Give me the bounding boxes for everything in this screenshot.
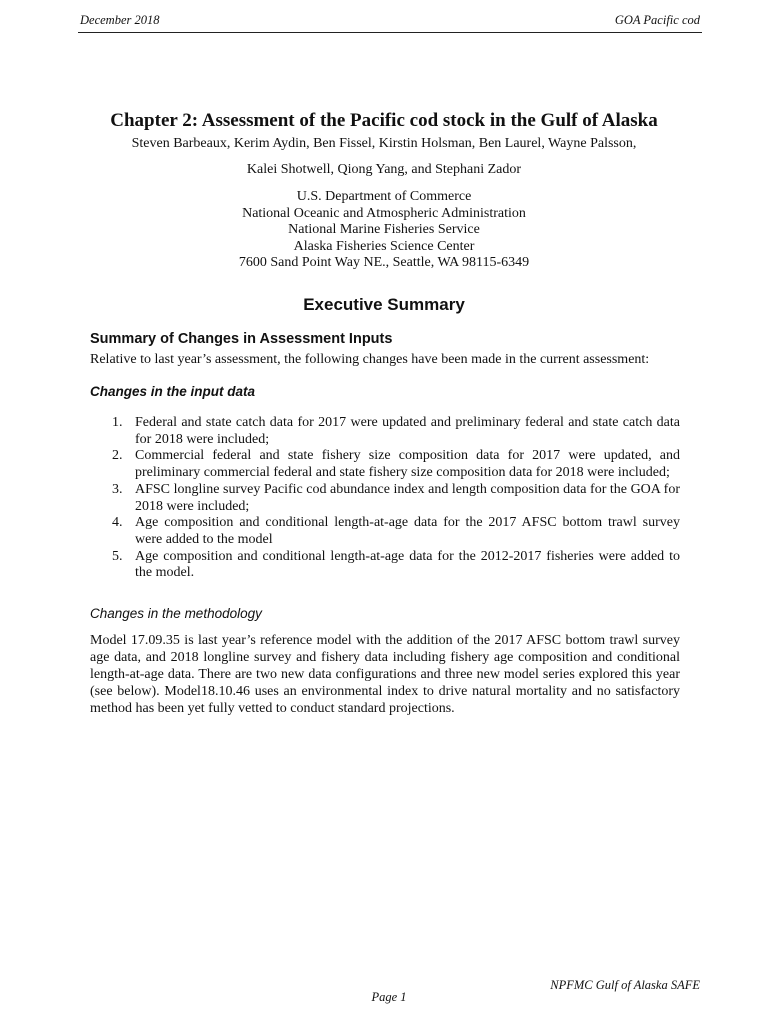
list-item-number: 1. — [112, 415, 123, 430]
footer-publication: NPFMC Gulf of Alaska SAFE — [550, 978, 700, 992]
affiliation-line: Alaska Fisheries Science Center — [293, 238, 475, 254]
input-data-list — [90, 415, 680, 582]
list-item — [90, 549, 680, 582]
authors-line-1: Steven Barbeaux, Kerim Aydin, Ben Fissel, Kirstin Holsman, Ben Laurel, Wayne Palsson, — [131, 136, 637, 151]
affiliation-line: National Marine Fisheries Service — [288, 222, 480, 237]
list-item-number: 4. — [112, 515, 123, 531]
page-number: Page 1 — [371, 990, 407, 1004]
changes-summary-heading: Summary of Changes in Assessment Inputs — [90, 331, 393, 347]
list-item — [90, 415, 680, 448]
list-item-number: 5. — [112, 548, 123, 564]
list-item-number: 2. — [112, 448, 123, 464]
header-date: December 2018 — [80, 13, 160, 27]
affiliation-block — [0, 189, 768, 272]
authors-line-2: Kalei Shotwell, Qiong Yang, and Stephani Zador — [246, 162, 522, 177]
list-item — [90, 482, 680, 515]
list-item-text: AFSC longline survey Pacific cod abundance index and length composition data for the GOA for 2018 were included; — [135, 481, 680, 514]
affiliation-line: National Oceanic and Atmospheric Administration — [242, 205, 526, 221]
methodology-paragraph: Model 17.09.35 is last year’s reference model with the addition of the 2017 AFSC bottom trawl survey age data, and 2018 longline survey and fishery data including fishery age composition and conditional length-at-age data. There are two new data configurations and three new model series explored this year (see below). Model18.10.46 uses an environmental index to drive natural mortality and no satisfactory method has been yet fully vetted to conduct standard projections. — [90, 633, 680, 716]
list-item-text: Commercial federal and state fishery size composition data for 2017 were updated, and preliminary commercial federal and state fishery size composition data for 2018 were included; — [135, 448, 680, 481]
affiliation-line: 7600 Sand Point Way NE., Seattle, WA 98115-6349 — [238, 255, 530, 270]
executive-summary-heading: Executive Summary — [303, 295, 465, 314]
page-header — [78, 12, 702, 33]
input-data-heading: Changes in the input data — [90, 384, 256, 399]
chapter-title: Chapter 2: Assessment of the Pacific cod stock in the Gulf of Alaska — [110, 110, 658, 131]
list-item-text: Age composition and conditional length-at-age data for the 2012-2017 fisheries were added to the model. — [135, 548, 680, 581]
list-item — [90, 448, 680, 481]
affiliation-line: U.S. Department of Commerce — [296, 189, 472, 204]
header-section: GOA Pacific cod — [614, 13, 700, 27]
methodology-heading: Changes in the methodology — [90, 606, 262, 621]
list-item-text: Federal and state catch data for 2017 were updated and preliminary federal and state catch data for 2018 were included; — [135, 415, 680, 447]
intro-paragraph: Relative to last year’s assessment, the following changes have been made in the current assessment: — [90, 352, 650, 367]
list-item — [90, 515, 680, 548]
list-item-text: Age composition and conditional length-at-age data for the 2017 AFSC bottom trawl survey were added to the model — [135, 515, 680, 547]
list-item-number: 3. — [112, 481, 123, 497]
